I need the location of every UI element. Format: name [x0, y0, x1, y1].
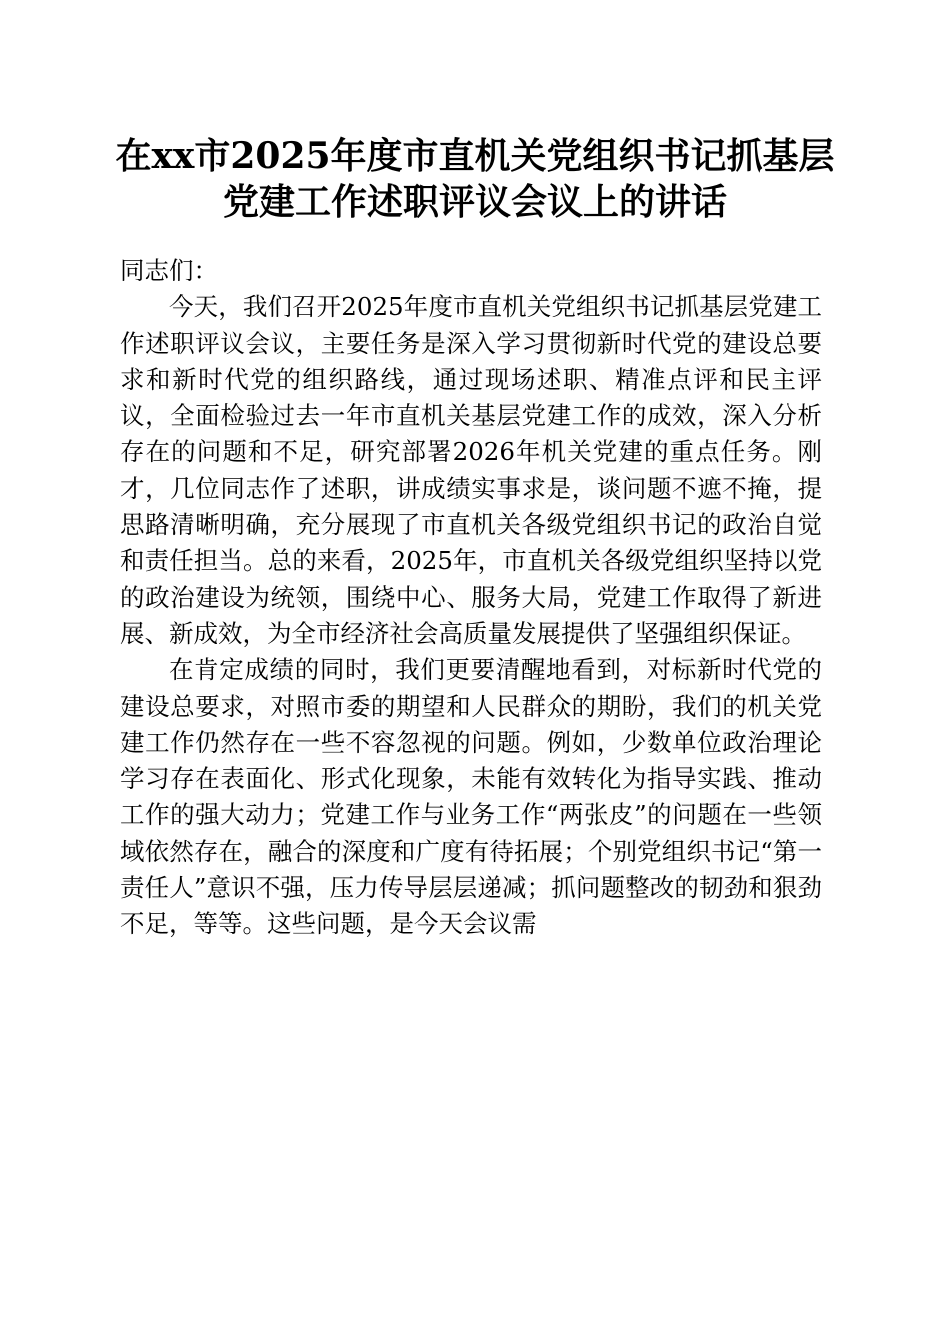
- title-line-2: 党建工作述职评议会议上的讲话: [222, 181, 727, 223]
- paragraph-1: 今天，我们召开2025年度市直机关党组织书记抓基层党建工作述职评议会议，主要任务是深入学习贯彻新时代党的建设总要求和新时代党的组织路线，通过现场述职、精准点评和民主评议，全面检验过去一年市直机关基层党建工作的成效，深入分析存在的问题和不足，研究部署2026年机关党建的重点任务。刚才，几位同志作了述职，讲成绩实事求是，谈问题不遮不掩，提思路清晰明确，充分展现了市直机关各级党组织书记的政治自觉和责任担当。总的来看，2025年，市直机关各级党组织坚持以党的政治建设为统领，围绕中心、服务大局，党建工作取得了新进展、新成效，为全市经济社会高质量发展提供了坚强组织保证。: [120, 292, 822, 648]
- document-title: [90, 133, 860, 225]
- document-body: [120, 253, 822, 943]
- salutation: 同志们：: [120, 256, 218, 285]
- title-line-1: 在xx市2025年度市直机关党组织书记抓基层: [115, 135, 835, 177]
- paragraph-2: 在肯定成绩的同时，我们更要清醒地看到，对标新时代党的建设总要求，对照市委的期望和人民群众的期盼，我们的机关党建工作仍然存在一些不容忽视的问题。例如，少数单位政治理论学习存在表面化、形式化现象，未能有效转化为指导实践、推动工作的强大动力；党建工作与业务工作“两张皮”的问题在一些领域依然存在，融合的深度和广度有待拓展；个别党组织书记“第一责任人”意识不强，压力传导层层递减；抓问题整改的韧劲和狠劲不足，等等。这些问题，是今天会议需: [120, 655, 822, 939]
